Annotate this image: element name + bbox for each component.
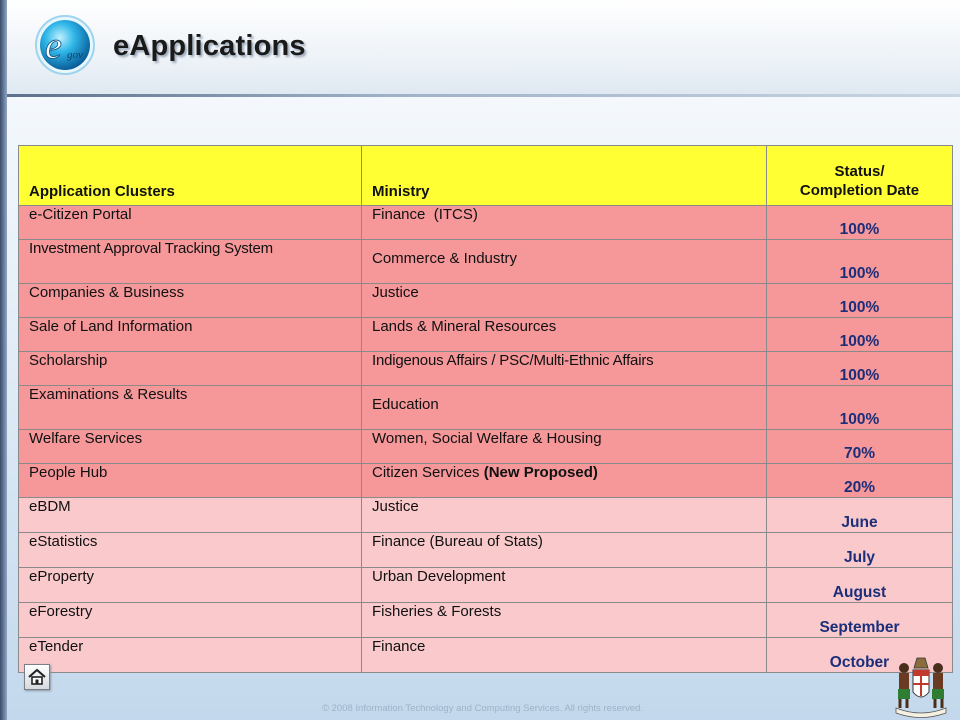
home-button[interactable] bbox=[24, 664, 50, 690]
status-cell: June bbox=[767, 498, 953, 533]
ministry-cell: Commerce & Industry bbox=[362, 240, 767, 284]
status-header-line1: Status/ bbox=[834, 163, 885, 180]
table-row bbox=[19, 568, 953, 603]
cluster-cell: Sale of Land Information bbox=[19, 318, 362, 352]
ministry-cell: Justice bbox=[362, 284, 767, 318]
ministry-cell: Fisheries & Forests bbox=[362, 603, 767, 638]
status-cell: 20% bbox=[767, 464, 953, 498]
ministry-cell: Education bbox=[362, 386, 767, 430]
page-title: eApplications bbox=[113, 30, 306, 62]
ministry-cell bbox=[362, 464, 767, 498]
header-divider bbox=[7, 94, 960, 97]
ministry-cell: Finance bbox=[362, 638, 767, 673]
status-cell: 100% bbox=[767, 352, 953, 386]
proposed-note: (New Proposed) bbox=[483, 464, 598, 481]
table-header-row bbox=[19, 146, 953, 206]
cluster-cell: Scholarship bbox=[19, 352, 362, 386]
status-cell: 70% bbox=[767, 430, 953, 464]
table-row bbox=[19, 352, 953, 386]
home-icon bbox=[25, 665, 49, 689]
ministry-cell: Indigenous Affairs / PSC/Multi-Ethnic Affairs bbox=[362, 352, 767, 386]
left-frame-border bbox=[0, 0, 7, 720]
status-cell: 100% bbox=[767, 284, 953, 318]
table-row bbox=[19, 240, 953, 284]
table-row bbox=[19, 430, 953, 464]
ministry-text: Citizen Services bbox=[372, 464, 484, 481]
status-header-line2: Completion Date bbox=[799, 182, 920, 199]
ministry-cell: Justice bbox=[362, 498, 767, 533]
cluster-cell: Companies & Business bbox=[19, 284, 362, 318]
ministry-cell: Urban Development bbox=[362, 568, 767, 603]
column-header-ministry: Ministry bbox=[362, 146, 767, 206]
cluster-cell: eForestry bbox=[19, 603, 362, 638]
ministry-cell: Finance (ITCS) bbox=[362, 206, 767, 240]
status-cell: October bbox=[767, 638, 953, 673]
column-header-clusters: Application Clusters bbox=[19, 146, 362, 206]
ministry-cell: Lands & Mineral Resources bbox=[362, 318, 767, 352]
cluster-cell: People Hub bbox=[19, 464, 362, 498]
status-cell: 100% bbox=[767, 386, 953, 430]
svg-text:e: e bbox=[45, 25, 62, 67]
status-cell: July bbox=[767, 533, 953, 568]
table-row bbox=[19, 206, 953, 240]
egov-logo bbox=[34, 14, 96, 76]
table-row bbox=[19, 464, 953, 498]
table-row bbox=[19, 533, 953, 568]
cluster-cell: Examinations & Results bbox=[19, 386, 362, 430]
coat-of-arms-icon bbox=[886, 650, 956, 720]
status-cell: 100% bbox=[767, 206, 953, 240]
table-row bbox=[19, 318, 953, 352]
ministry-cell: Women, Social Welfare & Housing bbox=[362, 430, 767, 464]
table-row bbox=[19, 638, 953, 673]
ministry-cell: Finance (Bureau of Stats) bbox=[362, 533, 767, 568]
table-row bbox=[19, 284, 953, 318]
table-row bbox=[19, 603, 953, 638]
applications-table bbox=[18, 145, 953, 673]
cluster-cell: eTender bbox=[19, 638, 362, 673]
status-cell: 100% bbox=[767, 318, 953, 352]
cluster-cell: Investment Approval Tracking System bbox=[19, 240, 362, 284]
cluster-cell: eBDM bbox=[19, 498, 362, 533]
cluster-cell: eStatistics bbox=[19, 533, 362, 568]
column-header-status bbox=[767, 146, 953, 206]
status-cell: September bbox=[767, 603, 953, 638]
status-cell: August bbox=[767, 568, 953, 603]
copyright-text: © 2008 Information Technology and Computing Services. All rights reserved. bbox=[322, 703, 644, 714]
logo-text: gov bbox=[67, 49, 83, 61]
cluster-cell: eProperty bbox=[19, 568, 362, 603]
table-row bbox=[19, 386, 953, 430]
cluster-cell: Welfare Services bbox=[19, 430, 362, 464]
status-cell: 100% bbox=[767, 240, 953, 284]
table-row bbox=[19, 498, 953, 533]
cluster-cell: e-Citizen Portal bbox=[19, 206, 362, 240]
